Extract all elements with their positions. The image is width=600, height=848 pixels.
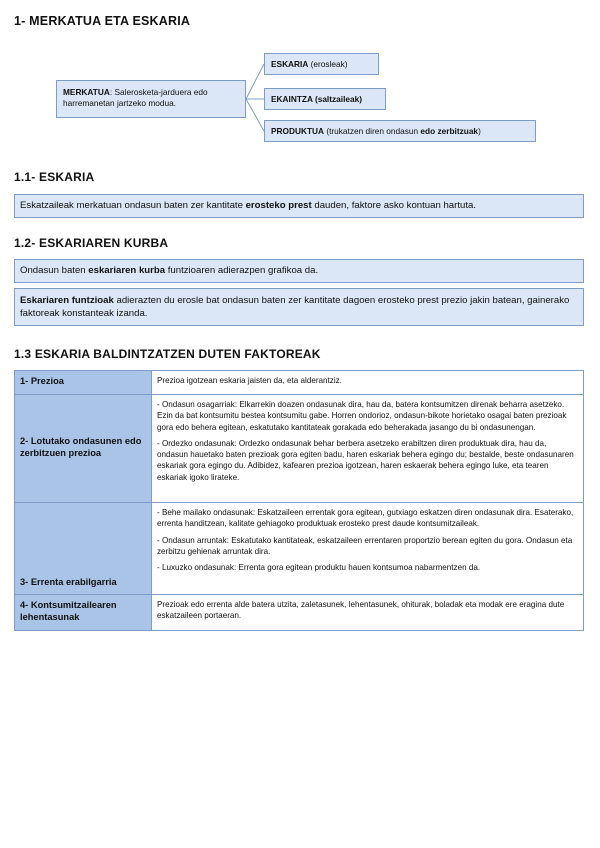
section-1-3-title: 1.3 ESKARIA BALDINTZATZEN DUTEN FAKTOREAK: [14, 347, 321, 361]
factor-label: 1- Prezioa: [15, 371, 152, 395]
demand-curve-box: [14, 259, 584, 283]
function-text-bold: Eskariaren funtzioak: [20, 295, 114, 306]
factor-item: - Ordezko ondasunak: Ordezko ondasunak behar berbera asetzeko erabiltzen diren produktuak dira, hau da, ondasun hauetako baten prezioak gora egiten badu, haren eskariak behera egingo du; bestalde, beste ondasunaren eskariak gora egingo du. Adibidez, kafearen prezioa igotzean, haren eskaerak behera egingo luke, eta tearen eskariak igoko lirateke.: [157, 438, 574, 482]
factor-item: - Ondasun osagarriak: Elkarrekin doazen ondasunak dira, hau da, batera kontsumitzen direnak beharra asetzeko. Ezin da bat kontsumitu bestea kontsumitu gabe. Horren ondorioz, ondasun-bikote horietako osagai baten prezioak gora edo behera egitean, eskatutako kantitateak gorakada edo beherakada jasango du bi ondasunengan.: [157, 400, 567, 432]
supply-note: (saltzaileak): [312, 94, 362, 104]
diagram-market-box: [56, 80, 246, 118]
product-note-a: (trukatzen diren ondasun: [324, 126, 421, 136]
factor-label: 4- Kontsumitzailearen lehentasunak: [15, 595, 152, 631]
function-text-b: adierazten du erosle bat ondasun baten zer kantitate dagoen erosteko prest prezio jakin batean, gainerako faktoreak konstanteak izanda.: [20, 295, 570, 319]
demand-function-box: [14, 288, 584, 326]
demand-note: (erosleak): [308, 59, 348, 69]
curve-text-a: Ondasun baten: [20, 265, 89, 276]
table-row: [15, 371, 584, 395]
product-note-b: edo zerbitzuak: [420, 126, 479, 136]
product-note-c: ): [478, 126, 481, 136]
demand-text-b: dauden, faktore asko kontuan hartuta.: [311, 200, 476, 211]
factor-item: - Behe mailako ondasunak: Eskatzaileen errentak gora egitean, gutxiago eskatzen diren ondasunak dira. Esaterako, errenta handitzean, kalitate gehiagoko produktuak erosteko prest daude kontsumitzaileak.: [157, 508, 574, 529]
factor-description: [152, 371, 584, 395]
table-row: [15, 503, 584, 595]
factor-label: 3- Errenta erabilgarria: [15, 503, 152, 595]
diagram-demand-box: [264, 53, 379, 75]
market-term: MERKATUA: [63, 87, 110, 97]
factor-description: [152, 395, 584, 503]
factor-item: Prezioak edo errenta alde batera utzita, zaletasunek, lehentasunek, ohiturak, boladak eta modak ere eragina dute eskatzaileen portaeran.: [157, 600, 565, 621]
factor-item: - Luxuzko ondasunak: Errenta gora egitean produktu hauen kontsumoa nabarmentzen da.: [157, 563, 481, 573]
product-term: PRODUKTUA: [271, 126, 325, 136]
table-row: [15, 395, 584, 503]
section-1-2-title: 1.2- ESKARIAREN KURBA: [14, 236, 169, 250]
market-definition: : Salerosketa-jarduera edo harremanetan jartzeko modua.: [63, 87, 208, 108]
demand-term: ESKARIA: [271, 59, 309, 69]
section-1-title: 1- MERKATUA ETA ESKARIA: [14, 14, 191, 28]
section-1-1-title: 1.1- ESKARIA: [14, 170, 95, 184]
factor-item: Prezioa igotzean eskaria jaisten da, eta alderantziz.: [157, 376, 342, 385]
demand-definition-box: [14, 194, 584, 218]
factor-description: [152, 595, 584, 631]
curve-text-b: funtzioaren adierazpen grafikoa da.: [165, 265, 319, 276]
supply-term: EKAINTZA: [271, 94, 313, 104]
diagram-supply-box: [264, 88, 386, 110]
factor-label: 2- Lotutako ondasunen edo zerbitzuen prezioa: [15, 395, 152, 503]
diagram-product-box: [264, 120, 536, 142]
factor-description: [152, 503, 584, 595]
factor-item: - Ondasun arruntak: Eskatutako kantitateak, eskatzaileen errentaren proportzio berean egiten du gora. Ondasun eta zerbitzu gehienak arruntak dira.: [157, 535, 573, 556]
demand-text-bold: erosteko prest: [245, 200, 312, 211]
curve-text-bold: eskariaren kurba: [88, 265, 166, 276]
table-row: [15, 595, 584, 631]
demand-text-a: Eskatzaileak merkatuan ondasun baten zer kantitate: [20, 200, 246, 211]
factors-table: [14, 370, 584, 631]
